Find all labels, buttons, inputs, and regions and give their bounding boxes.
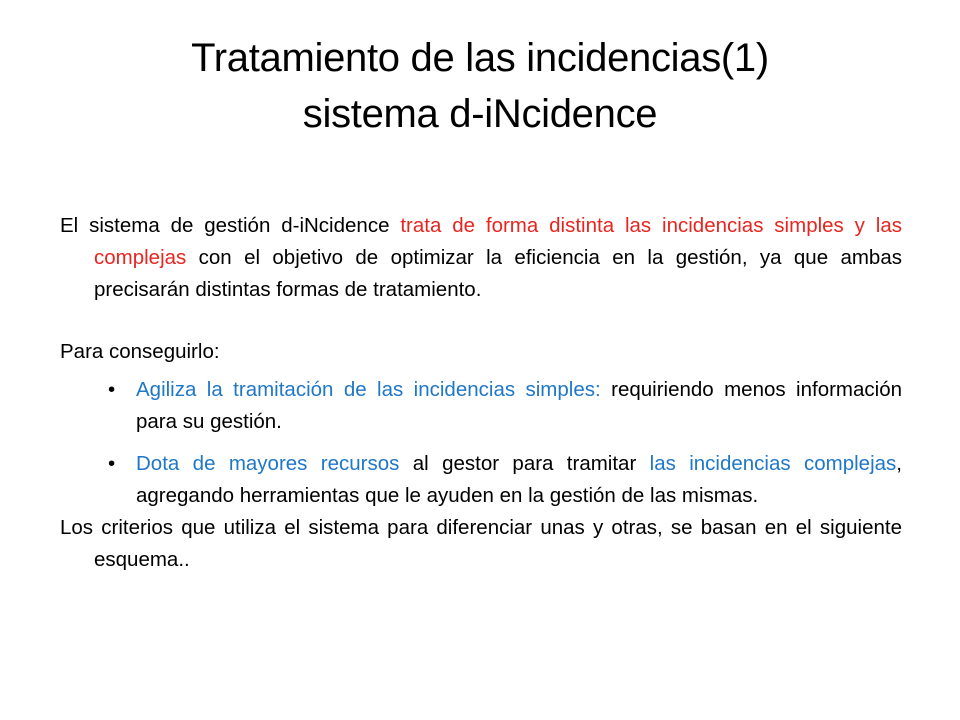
bullet-highlight: Dota de mayores recursos [136, 452, 400, 475]
bullet-highlight-secondary: las incidencias complejas [649, 452, 897, 475]
slide-title-line-1: Tratamiento de las incidencias(1) [191, 36, 769, 80]
slide-title-line-2: sistema d-iNcidence [302, 92, 658, 136]
slide-body [60, 210, 902, 576]
bullet-text-middle: al gestor para tramitar [399, 452, 650, 475]
intro-text-start: El sistema de gestión d-iNcidence [60, 214, 401, 237]
bullet-text: requiriendo menos información para su gestión. [136, 378, 903, 433]
bullet-text-end: , agregando herramientas que le ayuden en la gestión de las mismas. [136, 452, 902, 507]
spacer [60, 306, 902, 336]
bullet-highlight: Agiliza la tramitación de las incidencias simples: [136, 378, 601, 401]
slide-title [60, 30, 900, 142]
lead-text: Para conseguirlo: [60, 340, 220, 363]
bullet-icon: • [108, 452, 116, 475]
intro-text-end: con el objetivo de optimizar la eficiencia en la gestión, ya que ambas precisarán distintas formas de tratamiento. [94, 246, 902, 301]
closing-paragraph: Los criterios que utiliza el sistema para diferenciar unas y otras, se basan en el siguiente esquema.. [60, 516, 902, 571]
bullet-icon: • [108, 378, 116, 401]
bullet-item-simple [108, 374, 903, 438]
bullet-item-complex [108, 448, 902, 512]
intro-highlight: trata de forma distinta las incidencias simples y las complejas [94, 214, 902, 269]
intro-paragraph [60, 210, 902, 306]
